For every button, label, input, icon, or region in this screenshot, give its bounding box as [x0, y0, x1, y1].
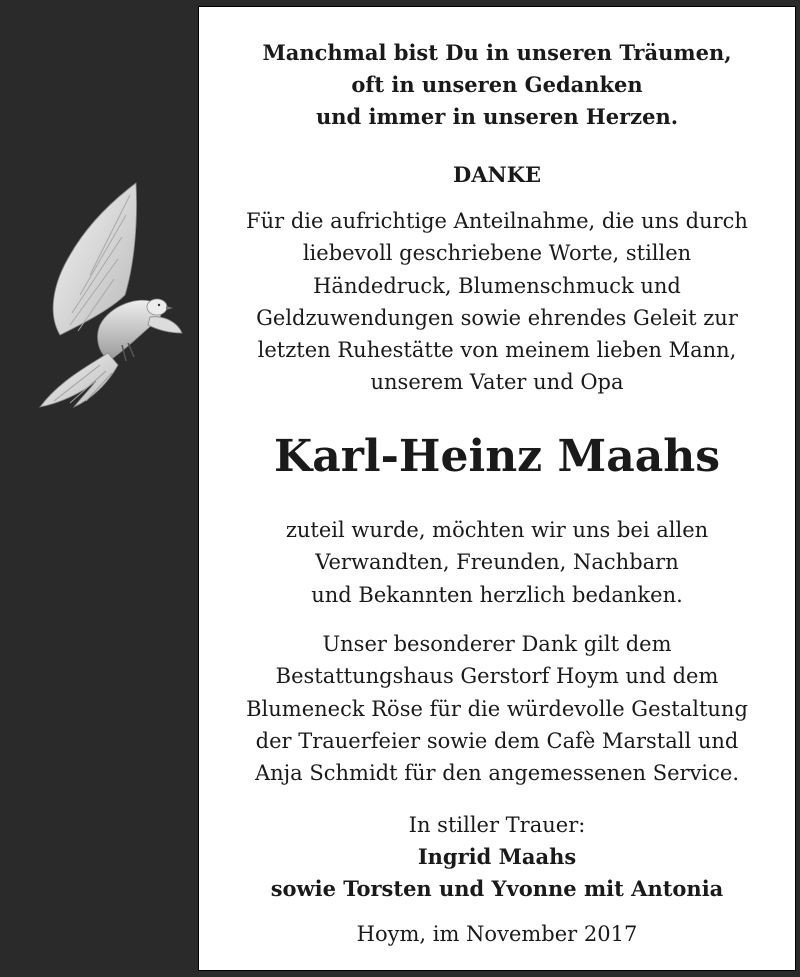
- thanks-paragraph-2: [199, 514, 795, 611]
- place-date: Hoym, im November 2017: [356, 922, 638, 946]
- paragraph-line: Händedruck, Blumenschmuck und: [313, 273, 681, 298]
- quote-line: Manchmal bist Du in unseren Träumen,: [262, 40, 732, 65]
- thanks-paragraph-1: [199, 205, 795, 399]
- notice-card: [198, 6, 796, 971]
- paragraph-line: Unser besonderer Dank gilt dem: [322, 632, 672, 656]
- deceased-name: Karl-Heinz Maahs: [274, 431, 720, 482]
- opening-quote: [199, 37, 795, 133]
- paragraph-line: Blumeneck Röse für die würdevolle Gestaltung: [246, 696, 748, 721]
- paragraph-line: letzten Ruhestätte von meinem lieben Mann,: [257, 338, 737, 363]
- paragraph-line: liebevoll geschriebene Worte, stillen: [302, 241, 692, 266]
- paragraph-line: der Trauerfeier sowie dem Cafè Marstall und: [255, 728, 739, 753]
- paragraph-line: Geldzuwendungen sowie ehrendes Geleit zur: [256, 305, 738, 330]
- paragraph-line: Für die aufrichtige Anteilnahme, die uns durch: [246, 209, 748, 233]
- paragraph-line: Verwandten, Freunden, Nachbarn: [315, 550, 679, 575]
- paragraph-line: Anja Schmidt für den angemessenen Service.: [254, 761, 740, 786]
- thanks-heading: DANKE: [453, 162, 541, 187]
- paragraph-line: zuteil wurde, möchten wir uns bei allen: [285, 518, 709, 542]
- signature-names: [199, 841, 795, 905]
- paragraph-line: unserem Vater und Opa: [370, 370, 624, 395]
- thanks-paragraph-3: [199, 628, 795, 789]
- signature-intro: In stiller Trauer:: [408, 813, 586, 837]
- signature-name: sowie Torsten und Yvonne mit Antonia: [270, 876, 724, 901]
- paragraph-line: Bestattungshaus Gerstorf Hoym und dem: [275, 664, 719, 689]
- signature-name: Ingrid Maahs: [417, 844, 577, 869]
- dove-icon: [30, 175, 190, 415]
- paragraph-line: und Bekannten herzlich bedanken.: [311, 582, 683, 607]
- quote-line: oft in unseren Gedanken: [351, 72, 643, 97]
- quote-line: und immer in unseren Herzen.: [315, 104, 679, 129]
